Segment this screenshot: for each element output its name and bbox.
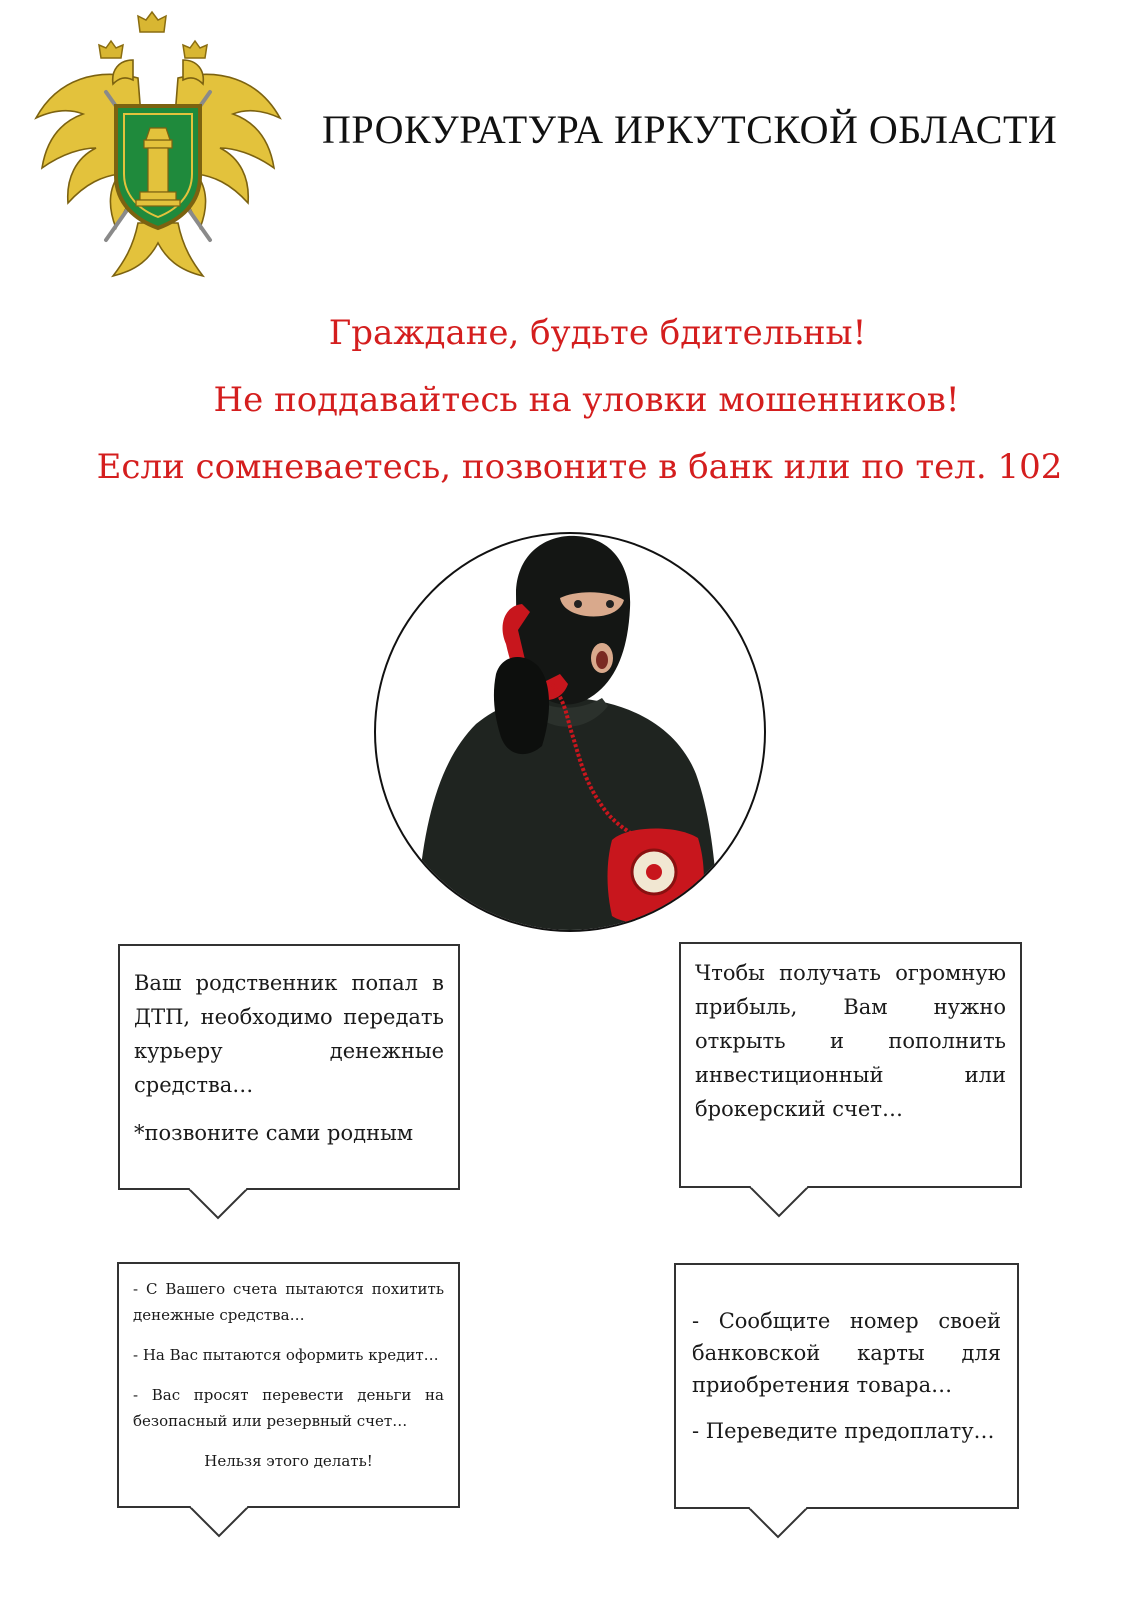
bubble-item: - Переведите предоплату… bbox=[692, 1419, 995, 1443]
bubble-tail-icon bbox=[189, 1506, 249, 1540]
masked-man-phone-icon bbox=[374, 532, 766, 932]
speech-bubble-purchase bbox=[674, 1263, 1019, 1509]
bubble-conclusion: Нельзя этого делать! bbox=[204, 1452, 373, 1470]
bubble-tail-icon bbox=[749, 1186, 809, 1220]
speech-bubble-investment bbox=[679, 942, 1022, 1188]
bubble-text: Ваш родственник попал в ДТП, необходимо передать курьеру денежные средства… bbox=[134, 971, 444, 1097]
bubble-item: - Вас просят перевести деньги на безопасный или резервный счет… bbox=[133, 1386, 444, 1430]
bubble-text: Чтобы получать огромную прибыль, Вам нужно открыть и пополнить инвестиционный или брокерский счет… bbox=[695, 961, 1006, 1121]
speech-bubble-bank-account bbox=[117, 1262, 460, 1508]
bubble-item: - На Вас пытаются оформить кредит… bbox=[133, 1346, 439, 1364]
bubble-item: - Сообщите номер своей банковской карты для приобретения товара… bbox=[692, 1309, 1001, 1397]
bubble-tail-icon bbox=[748, 1507, 808, 1541]
bubble-tail-icon bbox=[188, 1188, 248, 1222]
bubble-item: - С Вашего счета пытаются похитить денежные средства… bbox=[133, 1280, 444, 1324]
organization-title: ПРОКУРАТУРА ИРКУТСКОЙ ОБЛАСТИ bbox=[322, 107, 1058, 152]
prosecutor-emblem-icon bbox=[28, 8, 288, 280]
speech-bubble-relative-accident bbox=[118, 944, 460, 1190]
warning-line-scammers: Не поддавайтесь на уловки мошенников! bbox=[213, 380, 960, 420]
bubble-advice: *позвоните сами родным bbox=[134, 1121, 414, 1145]
warning-line-vigilant: Граждане, будьте бдительны! bbox=[328, 313, 867, 353]
warning-line-call-bank: Если сомневаетесь, позвоните в банк или по тел. 102 bbox=[96, 447, 1063, 487]
